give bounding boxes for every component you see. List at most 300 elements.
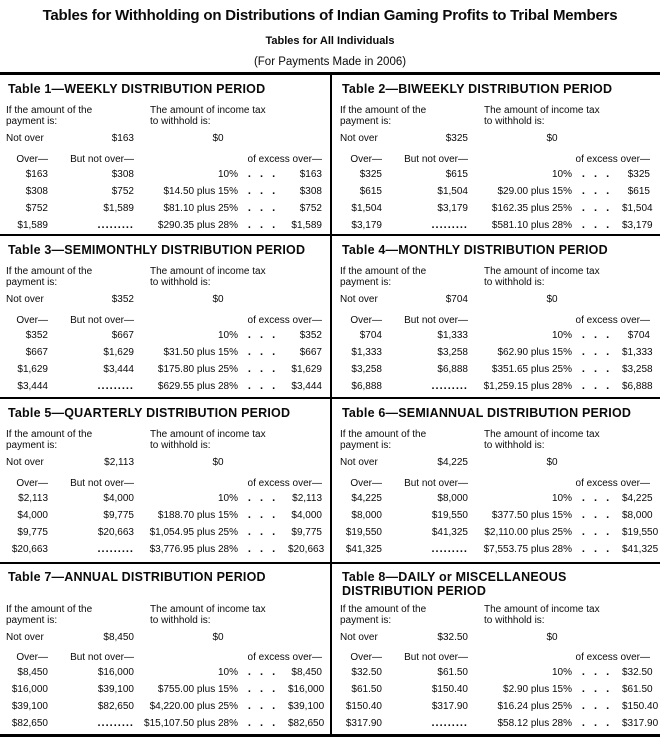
withhold-amount-label [150, 429, 322, 451]
over-value: $317.90 [345, 718, 382, 729]
excess-over-value: $317.90 [622, 718, 658, 729]
but-not-over-value: $41,325 [431, 527, 468, 538]
tax-formula: 10% [217, 493, 238, 504]
zero-withholding-value: $0 [546, 294, 558, 305]
but-not-over-value: $82,650 [97, 701, 134, 712]
not-over-row [340, 293, 650, 306]
over-value: $704 [359, 330, 382, 341]
tax-formula: 10% [217, 667, 238, 678]
over-value: $3,444 [17, 381, 48, 392]
dot-leader: . . . [247, 202, 279, 214]
but-not-over-value: $150.40 [431, 684, 468, 695]
excess-over-value: $32.50 [622, 667, 653, 678]
table-row [340, 524, 658, 541]
not-over-amount: $32.50 [437, 632, 468, 643]
payment-label-line1: If the amount of the [340, 429, 427, 440]
but-not-over-value: $3,258 [437, 347, 468, 358]
withhold-amount-label [484, 604, 650, 626]
table-1 [0, 75, 330, 234]
withhold-label-line2: to withhold is: [484, 615, 545, 626]
tax-formula: $629.55 plus 28% [157, 381, 238, 392]
payment-label-line1: If the amount of the [6, 604, 93, 615]
range-header-row [6, 651, 322, 664]
over-header: Over— [350, 478, 382, 489]
dot-leader: . . . [247, 346, 279, 358]
tax-formula: $188.70 plus 15% [157, 510, 238, 521]
dot-leader: . . . [581, 700, 613, 712]
but-not-over-header: But not over— [70, 154, 134, 165]
but-not-over-value: $3,444 [103, 364, 134, 375]
not-over-amount: $352 [111, 294, 134, 305]
excess-over-value: $1,589 [291, 220, 322, 231]
excess-over-value: $8,450 [291, 667, 322, 678]
over-value: $667 [25, 347, 48, 358]
payment-amount-label [340, 266, 484, 288]
table-row [6, 541, 325, 558]
withhold-amount-label [484, 429, 650, 451]
excess-over-value: $16,000 [288, 684, 325, 695]
dot-leader: . . . [581, 509, 613, 521]
not-over-label: Not over [340, 457, 378, 468]
column-labels-row [340, 266, 650, 288]
table-row [6, 524, 322, 541]
tax-formula: 10% [217, 169, 238, 180]
tax-formula: $290.35 plus 28% [157, 220, 238, 231]
payment-label-line1: If the amount of the [340, 105, 427, 116]
over-value: $16,000 [11, 684, 48, 695]
excess-over-value: $704 [627, 330, 650, 341]
payment-amount-label [6, 604, 150, 626]
of-excess-over-header: of excess over— [575, 652, 650, 663]
payment-label-line2: payment is: [340, 615, 392, 626]
table-row [6, 183, 322, 200]
but-not-over-value: $308 [111, 169, 134, 180]
tax-formula: $581.10 plus 28% [491, 220, 572, 231]
table-row-section [0, 75, 660, 236]
table-row [340, 541, 658, 558]
tax-formula: $162.35 plus 25% [491, 203, 572, 214]
tax-formula: $29.00 plus 15% [497, 186, 572, 197]
but-not-over-header: But not over— [404, 652, 468, 663]
withhold-amount-label [150, 266, 322, 288]
table-row [340, 361, 653, 378]
but-not-over-value: ......... [431, 717, 468, 729]
table-5 [0, 399, 330, 562]
table-row [6, 217, 322, 234]
dot-leader: . . . [581, 380, 613, 392]
table-row [6, 715, 325, 732]
but-not-over-header: But not over— [404, 478, 468, 489]
tax-formula: $62.90 plus 15% [497, 347, 572, 358]
range-header-row [6, 314, 322, 327]
of-excess-over-header: of excess over— [247, 315, 322, 326]
over-value: $20,663 [11, 544, 48, 555]
but-not-over-value: $752 [111, 186, 134, 197]
over-value: $39,100 [11, 701, 48, 712]
dot-leader: . . . [247, 717, 279, 729]
table-3 [0, 236, 330, 397]
withhold-label-line2: to withhold is: [484, 116, 545, 127]
but-not-over-header: But not over— [404, 315, 468, 326]
zero-withholding-value: $0 [212, 133, 224, 144]
excess-over-value: $1,504 [622, 203, 653, 214]
table-6 [330, 399, 658, 562]
withhold-label-line2: to withhold is: [484, 277, 545, 288]
table-row [340, 490, 653, 507]
dot-leader: . . . [581, 185, 613, 197]
not-over-amount: $4,225 [437, 457, 468, 468]
withhold-label-line1: The amount of income tax [484, 429, 600, 440]
over-value: $615 [359, 186, 382, 197]
zero-withholding-value: $0 [212, 294, 224, 305]
payment-label-line1: If the amount of the [6, 429, 93, 440]
excess-over-value: $308 [299, 186, 322, 197]
payment-label-line2: payment is: [340, 440, 392, 451]
table-row [6, 344, 322, 361]
tax-formula: $16.24 plus 25% [497, 701, 572, 712]
dot-leader: . . . [247, 666, 279, 678]
dot-leader: . . . [581, 543, 613, 555]
dot-leader: . . . [247, 509, 279, 521]
column-labels-row [6, 604, 322, 626]
excess-over-value: $9,775 [291, 527, 322, 538]
tax-formula: $2,110.00 plus 25% [484, 527, 572, 538]
but-not-over-value: $39,100 [97, 684, 134, 695]
over-value: $1,589 [17, 220, 48, 231]
of-excess-over-header: of excess over— [247, 652, 322, 663]
withhold-label-line2: to withhold is: [150, 277, 211, 288]
table-row-section [0, 399, 660, 564]
but-not-over-value: $9,775 [103, 510, 134, 521]
table-7 [0, 564, 330, 734]
table-title: Table 8—DAILY or MISCELLANEOUS DISTRIBUTION PERIOD [342, 570, 567, 598]
tax-formula: $4,220.00 plus 25% [149, 701, 238, 712]
withhold-label-line1: The amount of income tax [150, 429, 266, 440]
payment-amount-label [6, 266, 150, 288]
dot-leader: . . . [247, 492, 279, 504]
over-value: $150.40 [345, 701, 382, 712]
tax-formula: $755.00 plus 15% [157, 684, 238, 695]
dot-leader: . . . [581, 363, 613, 375]
but-not-over-value: $1,629 [103, 347, 134, 358]
tax-formula: $1,054.95 plus 25% [149, 527, 238, 538]
tables-grid [0, 75, 660, 737]
tax-formula: $15,107.50 plus 28% [144, 718, 238, 729]
withhold-label-line1: The amount of income tax [484, 266, 600, 277]
tax-formula: 10% [217, 330, 238, 341]
table-row [340, 183, 650, 200]
table-8 [330, 564, 658, 734]
but-not-over-header: But not over— [70, 478, 134, 489]
excess-over-value: $3,258 [622, 364, 653, 375]
page-title: Tables for Withholding on Distributions of Indian Gaming Profits to Tribal Members [42, 7, 618, 24]
but-not-over-header: But not over— [70, 652, 134, 663]
of-excess-over-header: of excess over— [575, 154, 650, 165]
withhold-label-line1: The amount of income tax [150, 105, 266, 116]
excess-over-value: $6,888 [622, 381, 653, 392]
zero-withholding-value: $0 [212, 632, 224, 643]
but-not-over-value: $61.50 [437, 667, 468, 678]
payment-label-line2: payment is: [6, 440, 58, 451]
over-header: Over— [16, 315, 48, 326]
table-row-section [0, 564, 660, 737]
not-over-label: Not over [6, 457, 44, 468]
excess-over-value: $82,650 [288, 718, 325, 729]
excess-over-value: $3,444 [291, 381, 322, 392]
not-over-label: Not over [6, 133, 44, 144]
excess-over-value: $163 [299, 169, 322, 180]
dot-leader: . . . [581, 219, 613, 231]
over-value: $1,333 [351, 347, 382, 358]
table-row [6, 200, 322, 217]
over-header: Over— [16, 154, 48, 165]
payment-label-line1: If the amount of the [6, 105, 93, 116]
excess-over-value: $752 [299, 203, 322, 214]
not-over-label: Not over [6, 294, 44, 305]
but-not-over-value: $20,663 [97, 527, 134, 538]
tax-formula: $2.90 plus 15% [503, 684, 572, 695]
table-title: Table 4—MONTHLY DISTRIBUTION PERIOD [342, 243, 608, 257]
excess-over-value: $8,000 [622, 510, 653, 521]
table-row [340, 507, 653, 524]
dot-leader: . . . [581, 683, 613, 695]
tax-formula: 10% [551, 330, 572, 341]
column-labels-row [6, 105, 322, 127]
payment-label-line1: If the amount of the [6, 266, 93, 277]
but-not-over-value: ......... [431, 380, 468, 392]
withhold-label-line2: to withhold is: [150, 116, 211, 127]
but-not-over-value: $615 [445, 169, 468, 180]
over-value: $32.50 [351, 667, 382, 678]
tax-formula: 10% [551, 493, 572, 504]
not-over-label: Not over [340, 294, 378, 305]
over-value: $19,550 [345, 527, 382, 538]
not-over-label: Not over [340, 632, 378, 643]
table-row [340, 664, 653, 681]
payment-amount-label [340, 604, 484, 626]
table-title: Table 5—QUARTERLY DISTRIBUTION PERIOD [8, 406, 291, 420]
dot-leader: . . . [247, 526, 279, 538]
withhold-label-line1: The amount of income tax [484, 604, 600, 615]
over-value: $6,888 [351, 381, 382, 392]
table-row [340, 166, 650, 183]
excess-over-value: $20,663 [288, 544, 325, 555]
not-over-label: Not over [6, 632, 44, 643]
tax-formula: $3,776.95 plus 28% [149, 544, 238, 555]
over-header: Over— [16, 478, 48, 489]
over-value: $752 [25, 203, 48, 214]
dot-leader: . . . [247, 185, 279, 197]
table-title: Table 7—ANNUAL DISTRIBUTION PERIOD [8, 570, 266, 584]
dot-leader: . . . [581, 329, 613, 341]
excess-over-value: $4,000 [291, 510, 322, 521]
table-row [6, 664, 322, 681]
tax-formula: $351.65 plus 25% [491, 364, 572, 375]
page-subtitle: Tables for All Individuals [265, 35, 395, 47]
over-value: $1,629 [17, 364, 48, 375]
over-value: $325 [359, 169, 382, 180]
over-header: Over— [16, 652, 48, 663]
but-not-over-value: ......... [431, 219, 468, 231]
table-row [340, 327, 650, 344]
but-not-over-header: But not over— [70, 315, 134, 326]
dot-leader: . . . [247, 380, 279, 392]
excess-over-value: $615 [627, 186, 650, 197]
not-over-amount: $704 [445, 294, 468, 305]
table-row [340, 681, 653, 698]
zero-withholding-value: $0 [546, 632, 558, 643]
but-not-over-value: ......... [97, 543, 134, 555]
table-row [6, 378, 322, 395]
not-over-row [6, 293, 322, 306]
dot-leader: . . . [247, 329, 279, 341]
table-row [6, 490, 322, 507]
table-row [340, 378, 653, 395]
tax-formula: $58.12 plus 28% [497, 718, 572, 729]
over-header: Over— [350, 154, 382, 165]
range-header-row [340, 314, 650, 327]
table-4 [330, 236, 658, 397]
tax-formula: 10% [551, 169, 572, 180]
dot-leader: . . . [581, 717, 613, 729]
table-row [6, 327, 322, 344]
column-labels-row [6, 266, 322, 288]
payment-label-line1: If the amount of the [340, 266, 427, 277]
dot-leader: . . . [247, 219, 279, 231]
table-row [6, 166, 322, 183]
over-value: $163 [25, 169, 48, 180]
excess-over-value: $4,225 [622, 493, 653, 504]
but-not-over-value: $8,000 [437, 493, 468, 504]
over-header: Over— [350, 652, 382, 663]
dot-leader: . . . [247, 543, 279, 555]
withhold-label-line1: The amount of income tax [484, 105, 600, 116]
dot-leader: . . . [247, 683, 279, 695]
not-over-row [6, 132, 322, 145]
excess-over-value: $39,100 [288, 701, 325, 712]
but-not-over-value: $6,888 [437, 364, 468, 375]
not-over-row [340, 132, 650, 145]
not-over-row [6, 631, 322, 644]
range-header-row [6, 153, 322, 166]
excess-over-value: $1,333 [622, 347, 653, 358]
excess-over-value: $150.40 [622, 701, 658, 712]
table-row-section [0, 236, 660, 399]
not-over-amount: $2,113 [104, 457, 134, 468]
excess-over-value: $3,179 [622, 220, 653, 231]
not-over-amount: $163 [111, 133, 134, 144]
table-row [6, 681, 325, 698]
page-header [0, 0, 660, 75]
range-header-row [340, 651, 650, 664]
not-over-label: Not over [340, 133, 378, 144]
tax-formula: $31.50 plus 15% [163, 347, 238, 358]
table-title: Table 1—WEEKLY DISTRIBUTION PERIOD [8, 82, 266, 96]
dot-leader: . . . [247, 363, 279, 375]
table-row [6, 361, 322, 378]
excess-over-value: $667 [299, 347, 322, 358]
dot-leader: . . . [581, 666, 613, 678]
payment-label-line2: payment is: [6, 615, 58, 626]
payment-amount-label [340, 105, 484, 127]
tax-formula: $81.10 plus 25% [163, 203, 238, 214]
but-not-over-value: $1,589 [103, 203, 134, 214]
dot-leader: . . . [581, 202, 613, 214]
but-not-over-value: $19,550 [431, 510, 468, 521]
tax-formula: $7,553.75 plus 28% [483, 544, 572, 555]
but-not-over-value: $1,333 [437, 330, 468, 341]
payment-label-line1: If the amount of the [340, 604, 427, 615]
excess-over-value: $61.50 [622, 684, 653, 695]
dot-leader: . . . [247, 168, 279, 180]
payment-label-line2: payment is: [340, 116, 392, 127]
tax-formula: 10% [551, 667, 572, 678]
column-labels-row [6, 429, 322, 451]
dot-leader: . . . [581, 526, 613, 538]
but-not-over-value: $317.90 [431, 701, 468, 712]
but-not-over-header: But not over— [404, 154, 468, 165]
withhold-label-line2: to withhold is: [150, 615, 211, 626]
tax-formula: $14.50 plus 15% [163, 186, 238, 197]
of-excess-over-header: of excess over— [247, 154, 322, 165]
but-not-over-value: ......... [97, 219, 134, 231]
withhold-amount-label [484, 105, 650, 127]
range-header-row [340, 477, 650, 490]
over-value: $61.50 [351, 684, 382, 695]
table-row [6, 507, 322, 524]
dot-leader: . . . [247, 700, 279, 712]
not-over-row [340, 631, 650, 644]
but-not-over-value: $16,000 [97, 667, 134, 678]
table-title: Table 6—SEMIANNUAL DISTRIBUTION PERIOD [342, 406, 632, 420]
withhold-label-line2: to withhold is: [150, 440, 211, 451]
payment-label-line2: payment is: [6, 277, 58, 288]
table-row [340, 698, 658, 715]
table-row [340, 344, 653, 361]
but-not-over-value: $4,000 [103, 493, 134, 504]
column-labels-row [340, 429, 650, 451]
over-header: Over— [350, 315, 382, 326]
withhold-label-line1: The amount of income tax [150, 266, 266, 277]
payment-label-line2: payment is: [6, 116, 58, 127]
over-value: $41,325 [345, 544, 382, 555]
column-labels-row [340, 105, 650, 127]
not-over-amount: $8,450 [103, 632, 134, 643]
table-row [340, 217, 653, 234]
table-2 [330, 75, 658, 234]
but-not-over-value: $3,179 [437, 203, 468, 214]
dot-leader: . . . [581, 168, 613, 180]
table-row [6, 698, 325, 715]
excess-over-value: $1,629 [291, 364, 322, 375]
zero-withholding-value: $0 [546, 457, 558, 468]
withhold-label-line1: The amount of income tax [150, 604, 266, 615]
dot-leader: . . . [581, 346, 613, 358]
but-not-over-value: ......... [97, 717, 134, 729]
dot-leader: . . . [581, 492, 613, 504]
not-over-row [340, 456, 650, 469]
withhold-amount-label [150, 105, 322, 127]
withhold-amount-label [150, 604, 322, 626]
over-value: $82,650 [11, 718, 48, 729]
over-value: $3,179 [351, 220, 382, 231]
table-title: Table 3—SEMIMONTHLY DISTRIBUTION PERIOD [8, 243, 306, 257]
over-value: $1,504 [351, 203, 382, 214]
over-value: $3,258 [351, 364, 382, 375]
over-value: $308 [25, 186, 48, 197]
range-header-row [6, 477, 322, 490]
withhold-label-line2: to withhold is: [484, 440, 545, 451]
